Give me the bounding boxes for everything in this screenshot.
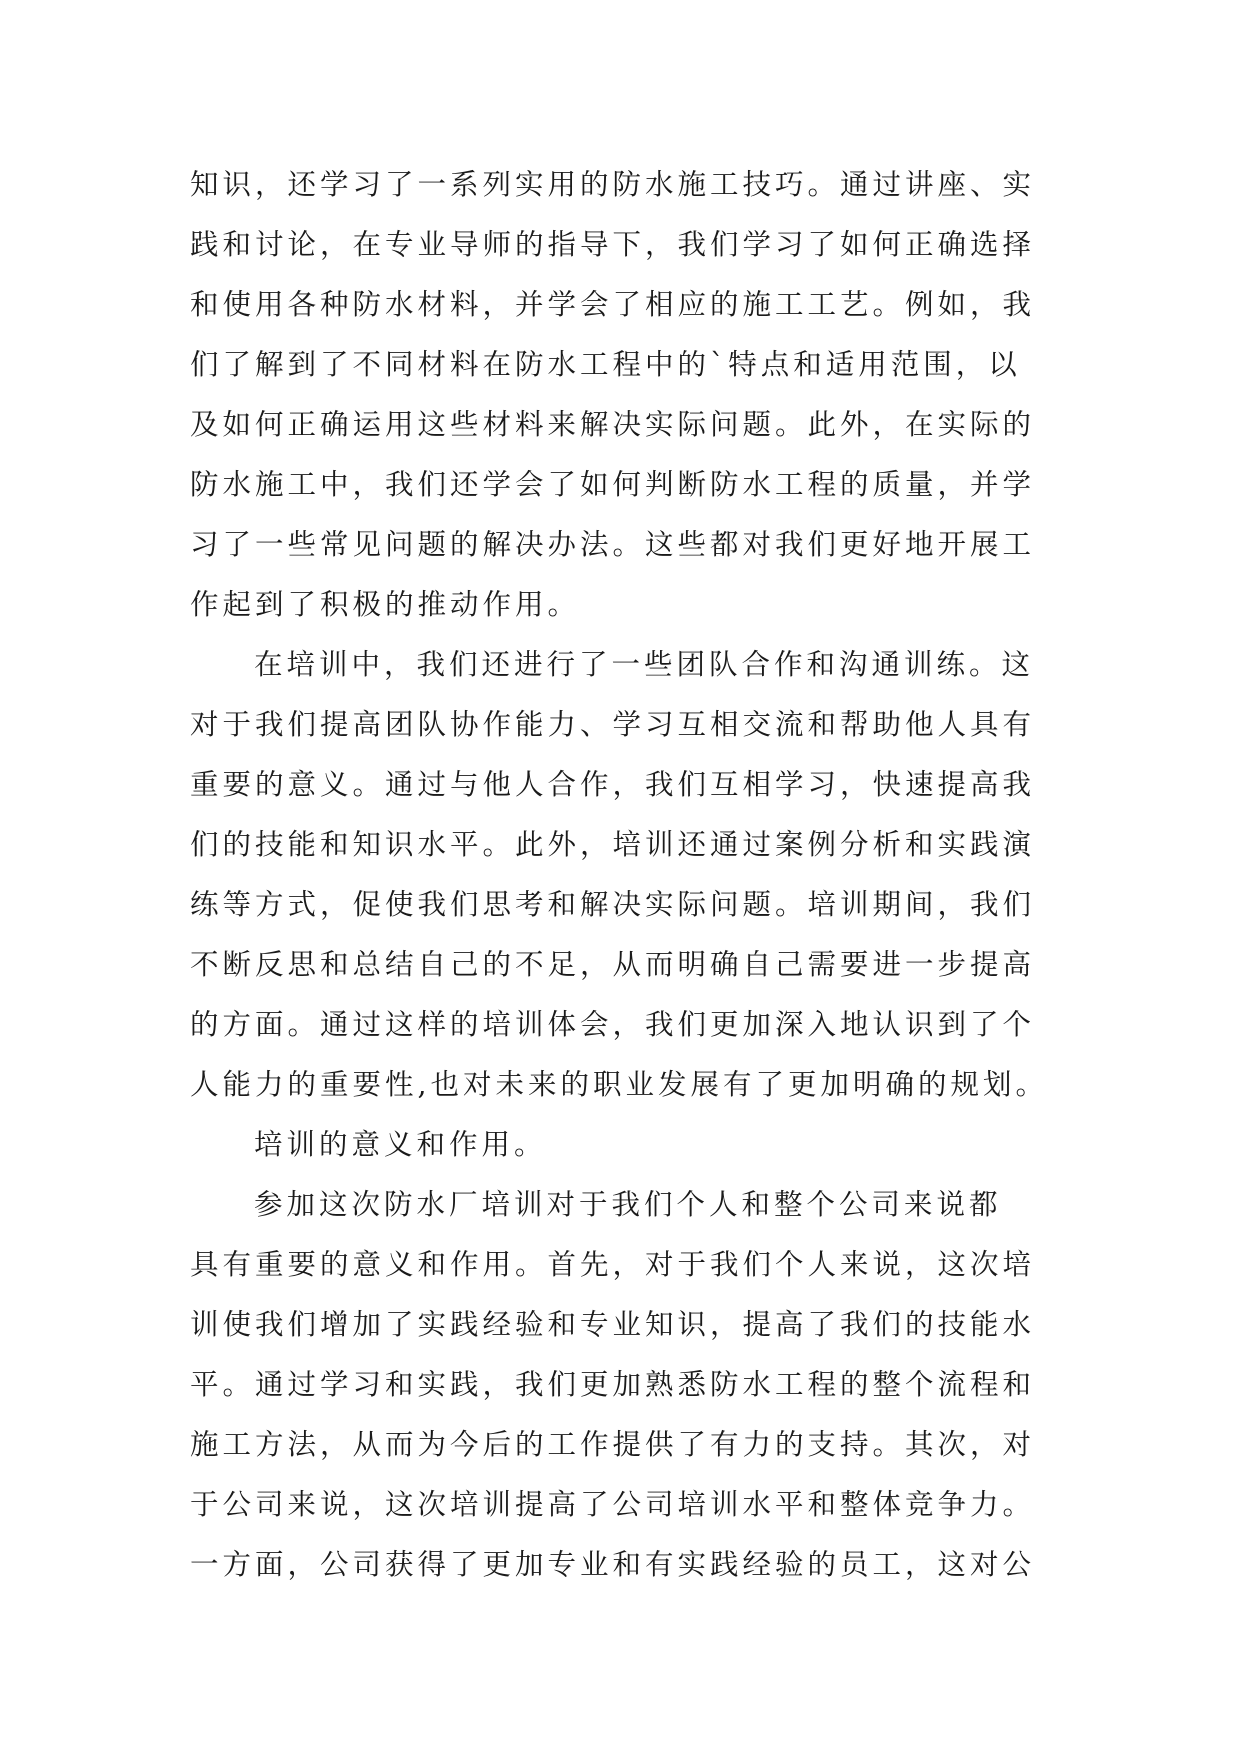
text-line: 们的技能和知识水平。此外，培训还通过案例分析和实践演	[190, 828, 1036, 861]
text-line: 作起到了积极的推动作用。	[190, 588, 581, 621]
text-line: 防水施工中，我们还学会了如何判断防水工程的质量，并学	[190, 468, 1036, 501]
text-line: 于公司来说，这次培训提高了公司培训水平和整体竞争力。	[190, 1488, 1036, 1521]
text-line: 对于我们提高团队协作能力、学习互相交流和帮助他人具有	[190, 708, 1036, 741]
text-line: 习了一些常见问题的解决办法。这些都对我们更好地开展工	[190, 528, 1036, 561]
paragraph-start-line: 在培训中，我们还进行了一些团队合作和沟通训练。这	[254, 648, 1035, 681]
text-line: 人能力的重要性,也对未来的职业发展有了更加明确的规划。	[190, 1068, 1049, 1101]
text-line: 练等方式，促使我们思考和解决实际问题。培训期间，我们	[190, 888, 1036, 921]
text-line: 具有重要的意义和作用。首先，对于我们个人来说，这次培	[190, 1248, 1036, 1281]
text-line: 知识，还学习了一系列实用的防水施工技巧。通过讲座、实	[190, 168, 1036, 201]
text-line: 训使我们增加了实践经验和专业知识，提高了我们的技能水	[190, 1308, 1036, 1341]
text-line: 不断反思和总结自己的不足，从而明确自己需要进一步提高	[190, 948, 1036, 981]
paragraph-start-line: 参加这次防水厂培训对于我们个人和整个公司来说都	[254, 1188, 1002, 1221]
text-line: 们了解到了不同材料在防水工程中的`特点和适用范围，以	[190, 348, 1021, 381]
document-body	[190, 155, 1070, 1595]
text-line: 一方面，公司获得了更加专业和有实践经验的员工，这对公	[190, 1548, 1036, 1581]
text-line: 的方面。通过这样的培训体会，我们更加深入地认识到了个	[190, 1008, 1036, 1041]
text-line: 践和讨论，在专业导师的指导下，我们学习了如何正确选择	[190, 228, 1036, 261]
section-heading: 培训的意义和作用。	[254, 1128, 547, 1161]
text-line: 重要的意义。通过与他人合作，我们互相学习，快速提高我	[190, 768, 1036, 801]
text-line: 平。通过学习和实践，我们更加熟悉防水工程的整个流程和	[190, 1368, 1036, 1401]
text-line: 施工方法，从而为今后的工作提供了有力的支持。其次，对	[190, 1428, 1036, 1461]
text-line: 和使用各种防水材料，并学会了相应的施工工艺。例如，我	[190, 288, 1036, 321]
text-line: 及如何正确运用这些材料来解决实际问题。此外，在实际的	[190, 408, 1036, 441]
